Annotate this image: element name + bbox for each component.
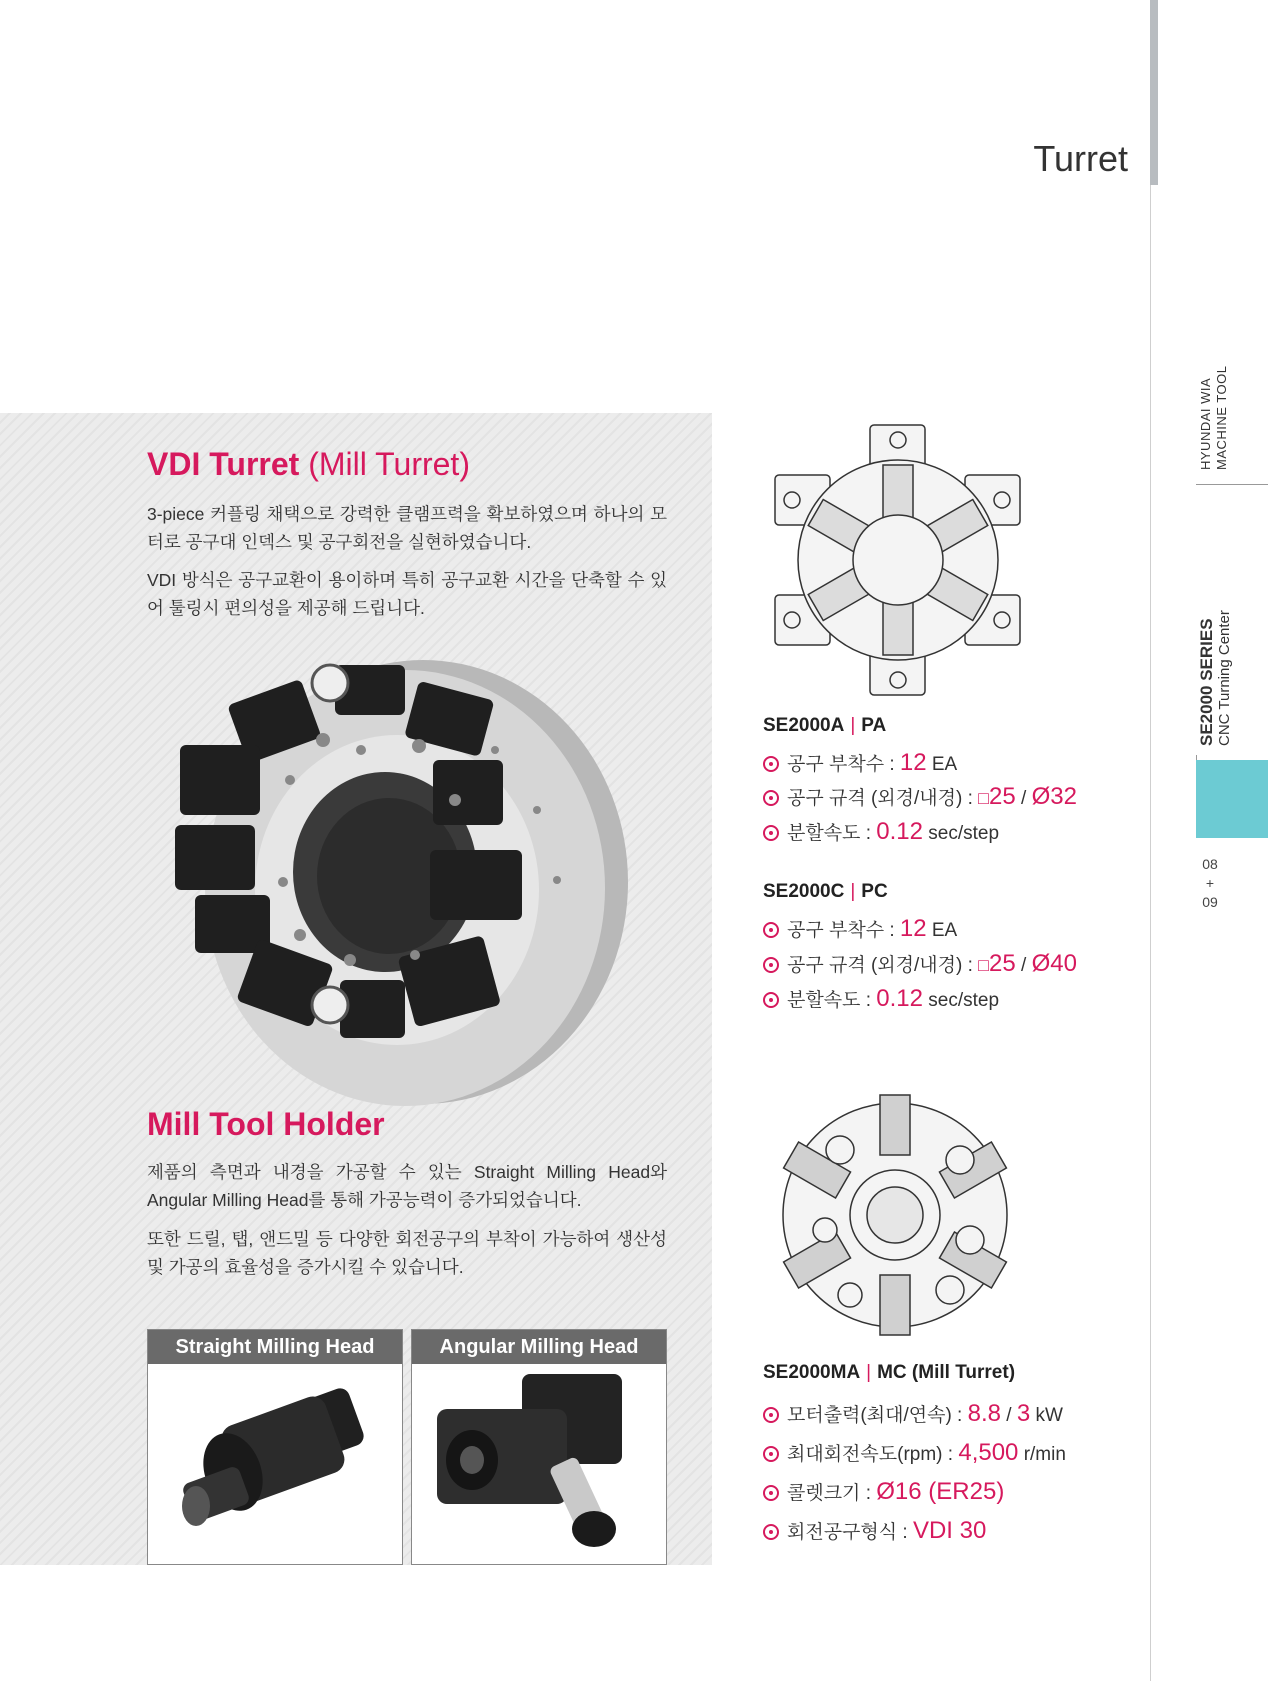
spec-label: 최대회전속도(rpm) :: [787, 1444, 954, 1465]
bullet-icon: [763, 825, 779, 841]
rail-accent-bar: [1150, 0, 1158, 185]
se2000ma-variant: MC (Mill Turret): [877, 1362, 1016, 1383]
straight-milling-head-label: Straight Milling Head: [148, 1330, 402, 1364]
vdi-turret-heading: [147, 446, 470, 483]
se2000a-turret-diagram: [770, 420, 1025, 700]
spec-label: 공구 부착수 :: [787, 920, 895, 941]
spec-value-outer: 25: [989, 783, 1016, 810]
spec-value: Ø16 (ER25): [876, 1478, 1005, 1505]
se2000c-model: SE2000C | PC: [763, 881, 888, 902]
se2000c-index-spec: [763, 985, 999, 1013]
se2000a-index-spec: [763, 818, 999, 846]
se2000c-variant: PC: [861, 881, 888, 902]
vdi-turret-paragraph-1: 3-piece 커플링 채택으로 강력한 클램프력을 확보하였으며 하나의 모터로 공구대 인덱스 및 공구회전을 실현하였습니다.: [147, 504, 667, 552]
mill-paragraph-1: 제품의 측면과 내경을 가공할 수 있는 Straight Milling Head와 Angular Milling Head를 통해 가공능력이 증가되었습니다.: [147, 1162, 667, 1210]
brand-label: [1198, 360, 1230, 470]
bullet-icon: [763, 922, 779, 938]
se2000a-variant: PA: [861, 715, 887, 736]
se2000ma-rpm-spec: [763, 1439, 1066, 1467]
spec-value: 0.12: [876, 985, 923, 1012]
se2000c-model-name: SE2000C: [763, 881, 845, 902]
se2000a-model-name: SE2000A: [763, 715, 845, 736]
se2000a-size-spec: [763, 783, 1077, 811]
spec-separator: /: [1021, 788, 1027, 809]
spec-label: 공구 부착수 :: [787, 754, 895, 775]
spec-unit: r/min: [1023, 1444, 1066, 1465]
spec-unit: EA: [931, 754, 958, 775]
square-symbol: □: [978, 788, 990, 808]
square-symbol: □: [978, 955, 990, 975]
angular-milling-head-photo: [412, 1364, 666, 1564]
spec-value-continuous: 3: [1016, 1400, 1031, 1427]
spec-label: 공구 규격 (외경/내경) :: [787, 955, 973, 976]
brand-divider: [1196, 484, 1268, 485]
se2000ma-collet-spec: [763, 1478, 1004, 1506]
page-number-left: 08: [1202, 856, 1218, 872]
se2000ma-model: SE2000MA | MC (Mill Turret): [763, 1362, 1016, 1383]
page-numbers: [1198, 855, 1222, 912]
vdi-turret-subtitle: (Mill Turret): [308, 446, 470, 482]
series-label: [1198, 596, 1234, 746]
mill-paragraph-2: 또한 드릴, 탭, 앤드밀 등 다양한 회전공구의 부착이 가능하여 생산성 및 가공의 효율성을 증가시킬 수 있습니다.: [147, 1229, 667, 1277]
vdi-turret-paragraph-2: VDI 방식은 공구교환이 용이하며 특히 공구교환 시간을 단축할 수 있어 툴링시 편의성을 제공해 드립니다.: [147, 570, 667, 618]
right-rail-divider: [1150, 0, 1151, 1681]
angular-milling-head-label: Angular Milling Head: [412, 1330, 666, 1364]
spec-value-max: 8.8: [967, 1400, 1001, 1427]
spec-value-inner: Ø32: [1031, 783, 1077, 810]
spec-value: 0.12: [876, 818, 923, 845]
bullet-icon: [763, 1524, 779, 1540]
spec-value: 12: [899, 915, 927, 942]
spec-unit: kW: [1035, 1405, 1063, 1426]
angular-milling-head-card: [411, 1329, 667, 1565]
spec-label: 공구 규격 (외경/내경) :: [787, 788, 973, 809]
spec-value-outer: 25: [989, 950, 1016, 977]
mill-tool-holder-heading: Mill Tool Holder: [147, 1106, 385, 1142]
spec-label: 회전공구형식 :: [787, 1522, 908, 1543]
spec-unit: sec/step: [928, 823, 1000, 844]
se2000ma-mill-turret-diagram: [770, 1090, 1020, 1340]
straight-milling-head-photo: [148, 1364, 402, 1564]
spec-value: 4,500: [958, 1439, 1019, 1466]
vdi-turret-title: VDI Turret: [147, 446, 300, 482]
bullet-icon: [763, 790, 779, 806]
spec-label: 모터출력(최대/연속) :: [787, 1405, 963, 1426]
spec-separator: /: [1021, 955, 1027, 976]
brand-line-1: HYUNDAI WIA: [1198, 377, 1213, 470]
vdi-turret-photo: [165, 650, 635, 1120]
series-subtitle: CNC Turning Center: [1216, 610, 1233, 746]
bullet-icon: [763, 1407, 779, 1423]
se2000c-size-spec: [763, 950, 1077, 978]
spec-value-inner: Ø40: [1031, 950, 1077, 977]
se2000ma-model-name: SE2000MA: [763, 1362, 861, 1383]
page-title: Turret: [1033, 138, 1128, 179]
spec-value: VDI 30: [912, 1517, 987, 1544]
se2000ma-tool-type-spec: [763, 1517, 986, 1545]
page-number-plus: +: [1205, 875, 1215, 891]
spec-separator: /: [1006, 1405, 1012, 1426]
straight-milling-head-card: [147, 1329, 403, 1565]
bullet-icon: [763, 1485, 779, 1501]
bullet-icon: [763, 957, 779, 973]
spec-unit: EA: [931, 920, 958, 941]
bullet-icon: [763, 992, 779, 1008]
brand-line-2: MACHINE TOOL: [1214, 365, 1229, 470]
spec-unit: sec/step: [928, 990, 1000, 1011]
spec-value: 12: [899, 749, 927, 776]
se2000c-tools-spec: [763, 915, 957, 943]
spec-label: 분할속도 :: [787, 990, 871, 1011]
spec-label: 분할속도 :: [787, 823, 871, 844]
bullet-icon: [763, 756, 779, 772]
spec-label: 콜렛크기 :: [787, 1483, 871, 1504]
series-name: SE2000 SERIES: [1197, 618, 1216, 746]
bullet-icon: [763, 1446, 779, 1462]
se2000a-model: SE2000A | PA: [763, 715, 887, 736]
page-number-right: 09: [1202, 894, 1218, 910]
se2000ma-motor-spec: [763, 1400, 1063, 1428]
se2000a-tools-spec: [763, 749, 957, 777]
section-color-block: [1196, 760, 1268, 838]
